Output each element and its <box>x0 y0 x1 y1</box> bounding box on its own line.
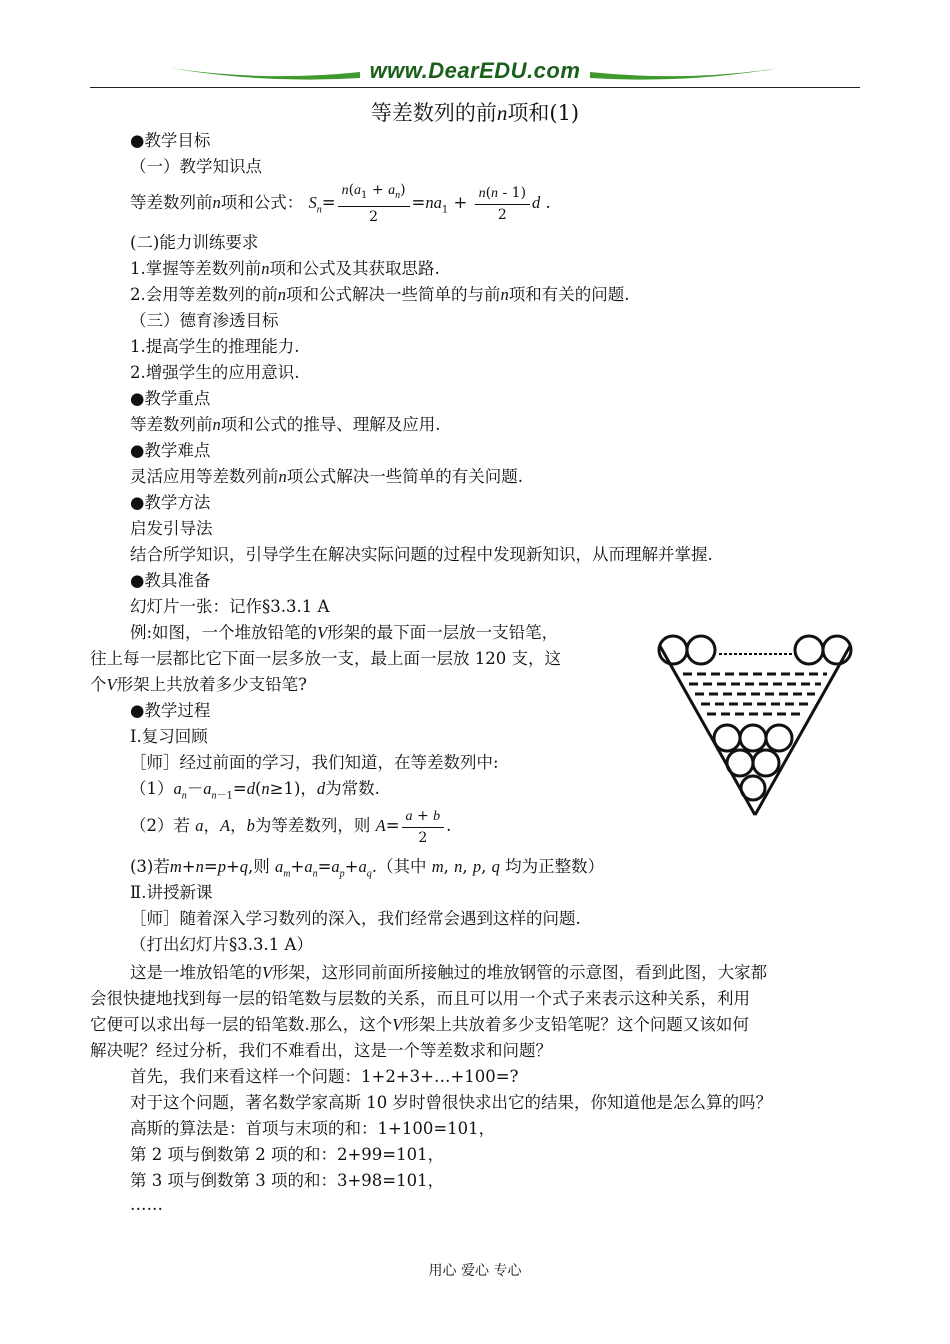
paragraph-line-1: 这是一堆放铅笔的V形架，这形同前面所接触过的堆放钢管的示意图，看到此图，大家都 <box>130 963 768 982</box>
review-heading: Ⅰ.复习回顾 <box>130 727 208 746</box>
tools-heading: ●教具准备 <box>130 571 211 590</box>
paragraph-line-3: 它便可以求出每一层的铅笔数.那么，这个V形架上共放着多少支铅笔呢？这个问题又该如何 <box>90 1015 749 1034</box>
paragraph-line-8: 第 2 项与倒数第 2 项的和：2+99=101， <box>130 1145 445 1164</box>
moral-1: 1.提高学生的推理能力. <box>130 337 300 356</box>
review-1: $(1)a_n-a_{n-1}=d(n\ge 1)$，d为常数. <box>130 779 380 802</box>
paragraph-line-10: …… <box>130 1195 163 1214</box>
method-heading: ●教学方法 <box>130 493 211 512</box>
example-line-1: 例:如图，一个堆放铅笔的V形架的最下面一层放一支铅笔， <box>130 623 559 642</box>
method-2: 结合所学知识，引导学生在解决实际问题的过程中发现新知识，从而理解并掌握. <box>130 545 713 564</box>
paragraph-line-5: 首先，我们来看这样一个问题：1+2+3+…+100=? <box>130 1067 519 1086</box>
section-3: （三）德育渗透目标 <box>130 311 279 330</box>
paragraph-line-7: 高斯的算法是：首项与末项的和：1+100=101， <box>130 1119 496 1138</box>
brand-logo: www.DearEDU.com <box>369 58 581 83</box>
example-line-2: 往上每一层都比它下面一层多放一支，最上面一层放 120 支，这 <box>90 649 561 668</box>
goal-heading: ●教学目标 <box>130 131 211 150</box>
page-title: 等差数列的前n项和(1) <box>370 101 580 125</box>
teacher-line-2: ［师］随着深入学习数列的深入，我们经常会遇到这样的问题. <box>130 909 581 928</box>
footer-text: 用心 爱心 专心 <box>428 1263 522 1279</box>
method-1: 启发引导法 <box>130 519 213 538</box>
paragraph-line-6: 对于这个问题，著名数学家高斯 10 岁时曾很快求出它的结果，你知道他是怎么算的吗？ <box>130 1093 772 1112</box>
paragraph-line-4: 解决呢？经过分析，我们不难看出，这是一个等差数求和问题？ <box>90 1041 552 1060</box>
ability-2: 2.会用等差数列的前n项和公式解决一些简单的与前n项和有关的问题. <box>130 285 630 304</box>
header-rule <box>90 87 860 88</box>
section-2: (二)能力训练要求 <box>130 233 259 252</box>
difficulty-heading: ●教学难点 <box>130 441 211 460</box>
section-1: （一）教学知识点 <box>130 157 262 176</box>
slide-note: （打出幻灯片§3.3.1 A） <box>130 935 313 954</box>
review-2: （2）若 a，A，b为等差数列，则 A= $\frac{a + b}{2}$ . <box>130 807 452 846</box>
pencil-v-diagram <box>655 630 855 820</box>
difficulty-text: 灵活应用等差数列前n项公式解决一些简单的有关问题. <box>130 467 523 486</box>
review-3: (3)若m+n=p+q,则 $a_m+a_n=a_p+a_q$.（其中 m, n, p, q 均为正整数） <box>130 857 605 880</box>
tools-1: 幻灯片一张：记作§3.3.1 A <box>130 597 330 616</box>
paragraph-line-2: 会很快捷地找到每一层的铅笔数与层数的关系，而且可以用一个式子来表示这种关系，利用 <box>90 989 750 1008</box>
ability-1: 1.掌握等差数列前n项和公式及其获取思路. <box>130 259 440 278</box>
key-text: 等差数列前n项和公式的推导、理解及应用. <box>130 415 441 434</box>
teacher-line-1: ［师］经过前面的学习，我们知道，在等差数列中: <box>130 753 499 772</box>
paragraph-line-9: 第 3 项与倒数第 3 项的和：3+98=101， <box>130 1171 445 1190</box>
process-heading: ●教学过程 <box>130 701 211 720</box>
key-heading: ●教学重点 <box>130 389 211 408</box>
moral-2: 2.增强学生的应用意识. <box>130 363 300 382</box>
formula-line: 等差数列前n项和公式： $S_n=$ $\frac{n(a_1 + a_n)}{2}$ $=na_1$ + $\frac{n(n - 1)}{2}$ d . <box>130 182 551 225</box>
new-lesson-heading: Ⅱ.讲授新课 <box>130 883 213 902</box>
example-line-3: 个V形架上共放着多少支铅笔? <box>90 675 307 694</box>
